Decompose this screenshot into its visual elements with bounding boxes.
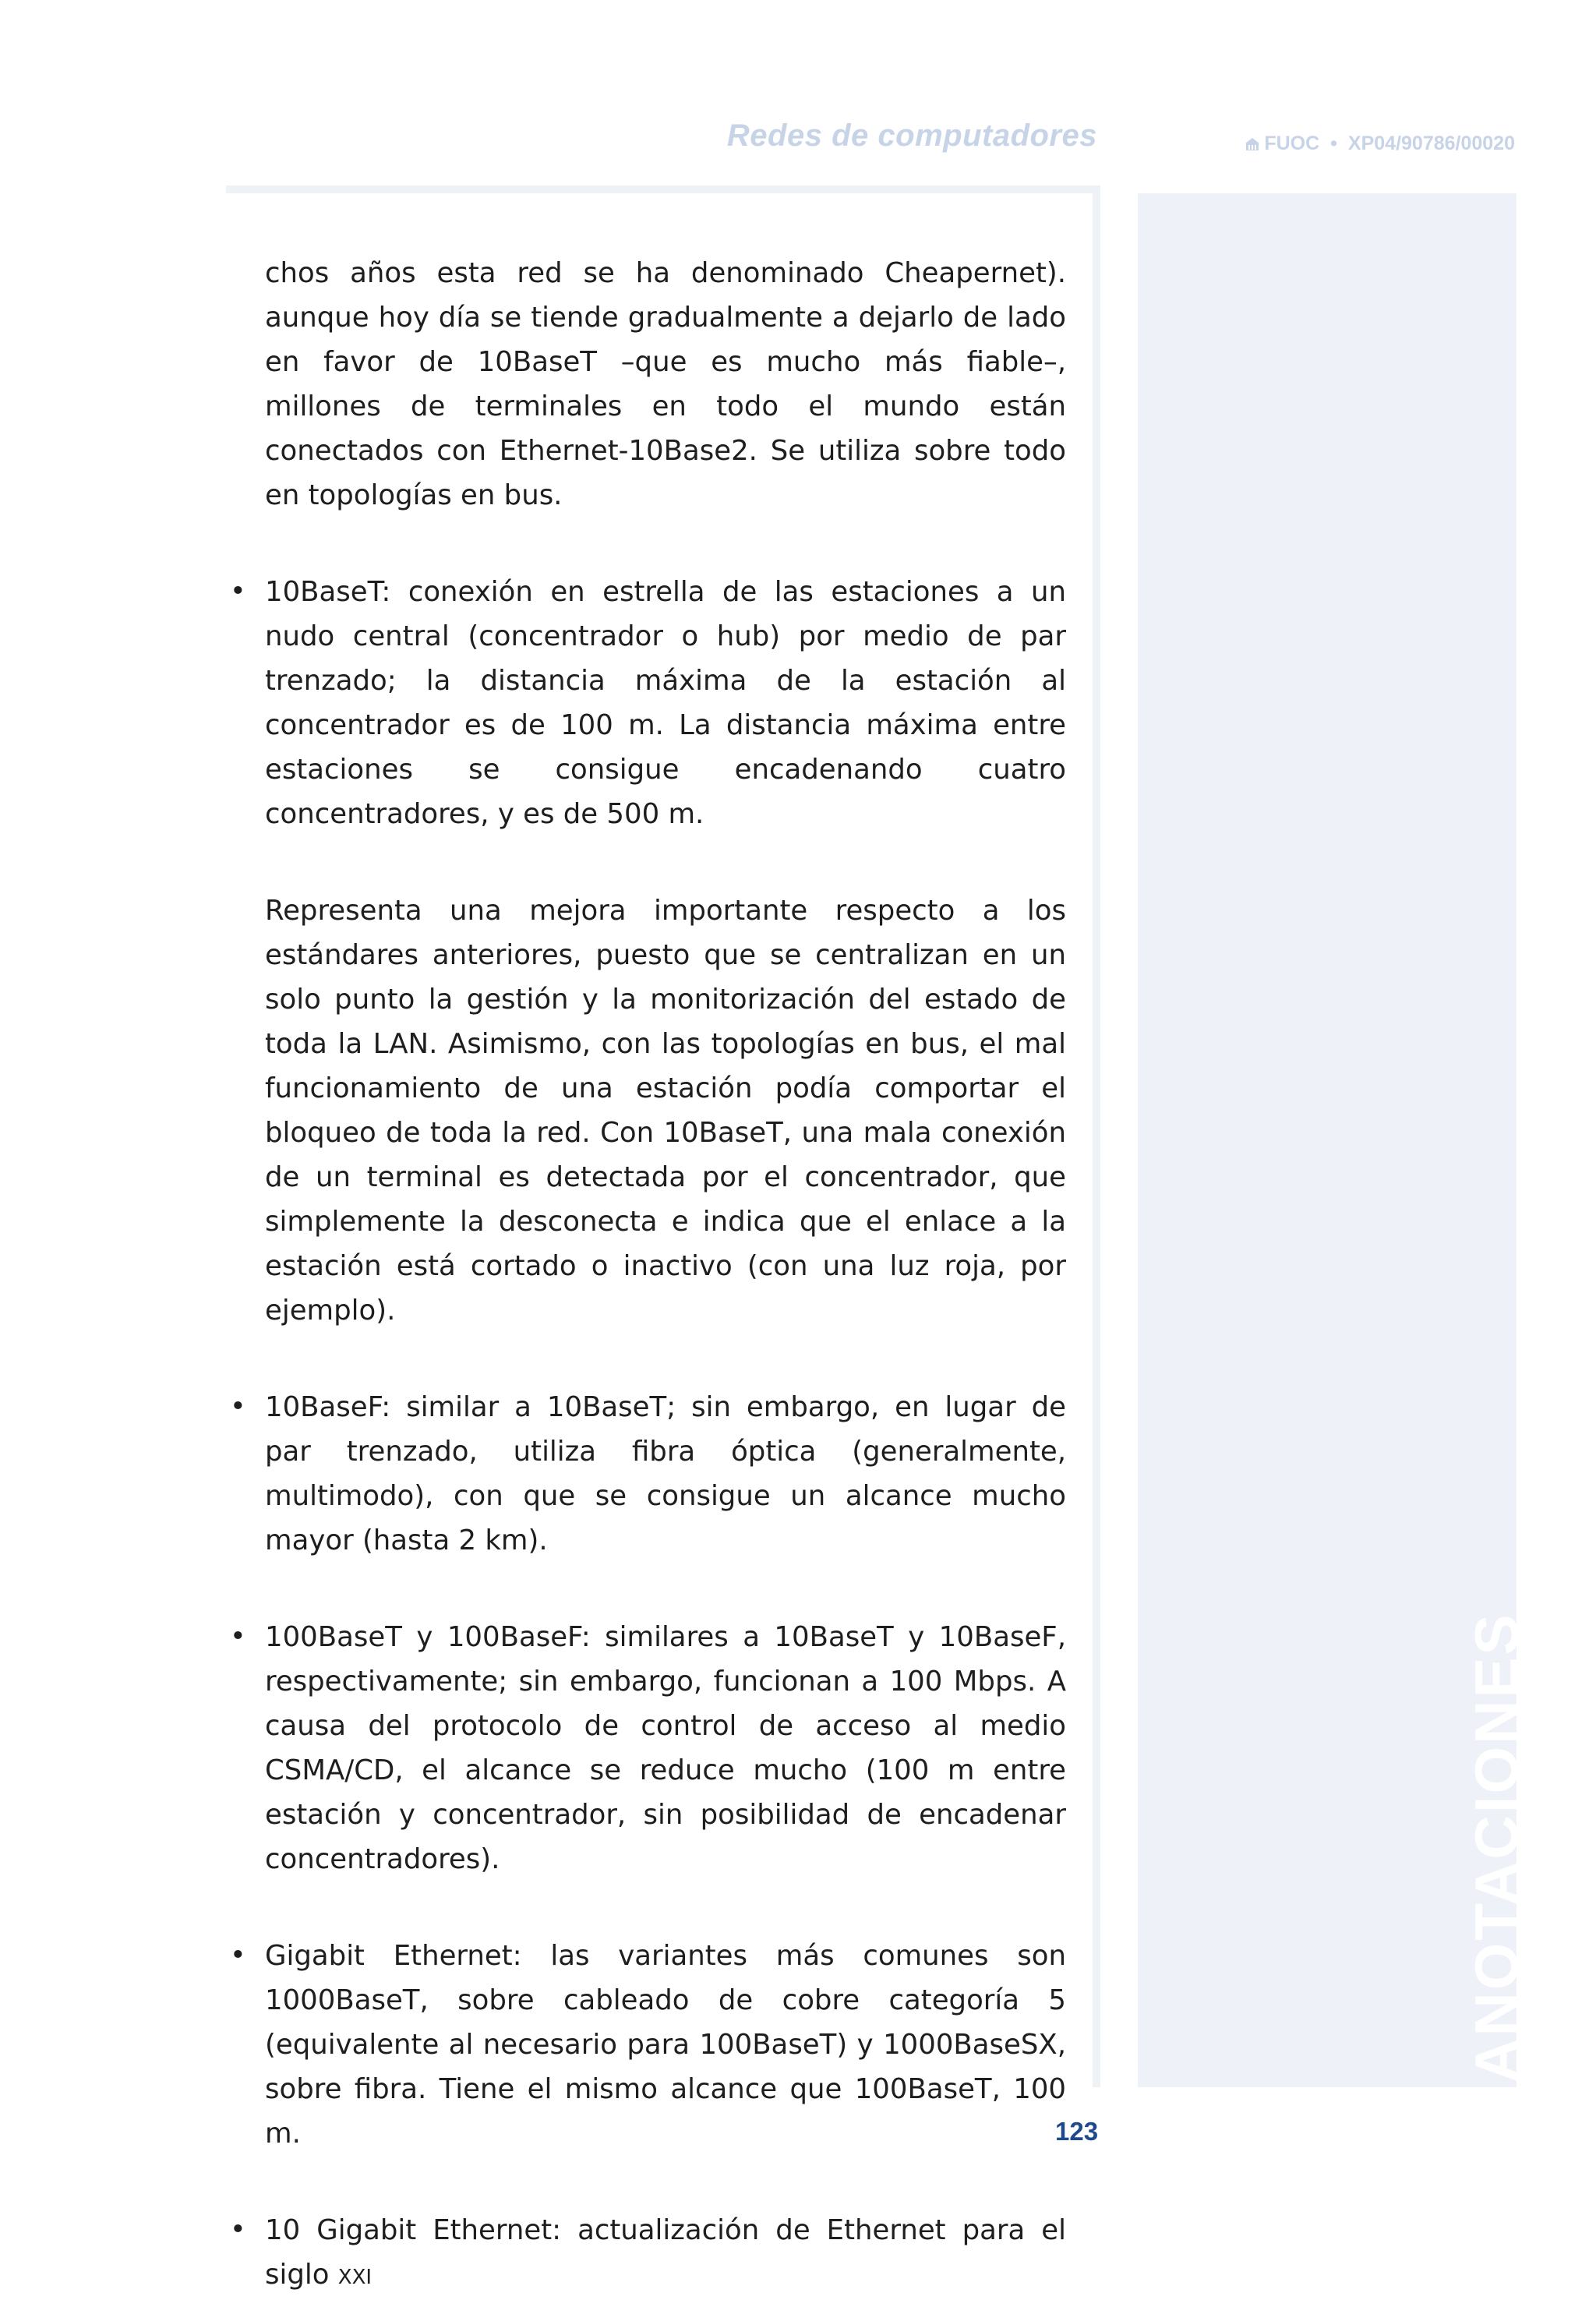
list-item-10baset — [230, 570, 1066, 836]
column-divider — [1093, 185, 1100, 2087]
century-numeral: XXI — [337, 2266, 373, 2289]
fuoc-logo-icon — [1245, 137, 1259, 151]
list-item-10basef — [230, 1385, 1066, 1563]
header-separator: • — [1330, 132, 1337, 154]
bullet-marker: • — [230, 2214, 246, 2245]
bullet-marker: • — [230, 1940, 246, 1971]
running-header-title: Redes de computadores — [726, 118, 1097, 153]
bullet-marker: • — [230, 1391, 246, 1422]
bullet-marker: • — [230, 1621, 246, 1652]
bullet-marker: • — [230, 576, 246, 607]
list-item-text: 100BaseT y 100BaseF: similares a 10BaseT y 10BaseF, respectivamente; sin embargo, funcionan a 100 Mbps. A causa del protocolo de control de acceso al medio CSMA/CD, el alcance se reduce mucho (100 m entre estación y concentrador, sin posibilidad de encadenar concentradores). — [265, 1621, 1066, 1875]
list-item-gigabit — [230, 1934, 1066, 2156]
document-code: XP04/90786/00020 — [1347, 132, 1515, 154]
publisher-reference — [1245, 132, 1515, 155]
list-item-text-main: 10 Gigabit Ethernet: actualización de Ethernet para el siglo — [265, 2214, 1066, 2291]
list-item-text — [265, 2208, 1066, 2300]
list-item-100baset — [230, 1615, 1066, 1881]
annotations-margin-label: ANOTACIONES — [1462, 1612, 1531, 2083]
annotations-margin-panel — [1138, 193, 1517, 2087]
list-item-extra-paragraph: Representa una mejora importante respecto a los estándares anteriores, puesto que se centralizan en un solo punto la gestión y la monitorización del estado de toda la LAN. Asimismo, con las topologías en bus, el mal funcionamiento de una estación podía comportar el bloqueo de toda la red. Con 10BaseT, una mala conexión de un terminal es detectada por el concentrador, que simplemente la desconecta e indica que el enlace a la estación está cortado o inactivo (con una luz roja, por ejemplo). — [265, 895, 1066, 1327]
main-text-column — [230, 251, 1066, 2300]
paragraph-continuation: chos años esta red se ha denominado Cheapernet). aunque hoy día se tiende gradualmente a dejarlo de lado en favor de 10BaseT –que es mucho más fiable–, millones de terminales en todo el mundo están conectados con Ethernet-10Base2. Se utiliza sobre todo en topologías en bus. — [265, 257, 1066, 511]
list-item-text: Gigabit Ethernet: las variantes más comunes son 1000BaseT, sobre cableado de cobre categoría 5 (equivalente al necesario para 100BaseT) y 1000BaseSX, sobre fibra. Tiene el mismo alcance que 100BaseT, 100 m. — [265, 1940, 1066, 2150]
list-item-text: 10BaseF: similar a 10BaseT; sin embargo, en lugar de par trenzado, utiliza fibra óptica (generalmente, multimodo), con que se consigue un alcance mucho mayor (hasta 2 km). — [265, 1391, 1066, 1556]
page-number: 123 — [1055, 2117, 1099, 2146]
list-item-text: 10BaseT: conexión en estrella de las estaciones a un nudo central (concentrador o hub) por medio de par trenzado; la distancia máxima de la estación al concentrador es de 100 m. La distancia máxima entre estaciones se consigue encadenando cuatro concentradores, y es de 500 m. — [265, 576, 1066, 830]
list-item-10-gigabit — [230, 2208, 1066, 2300]
top-rule — [226, 185, 1100, 193]
publisher-org: FUOC — [1264, 132, 1320, 154]
